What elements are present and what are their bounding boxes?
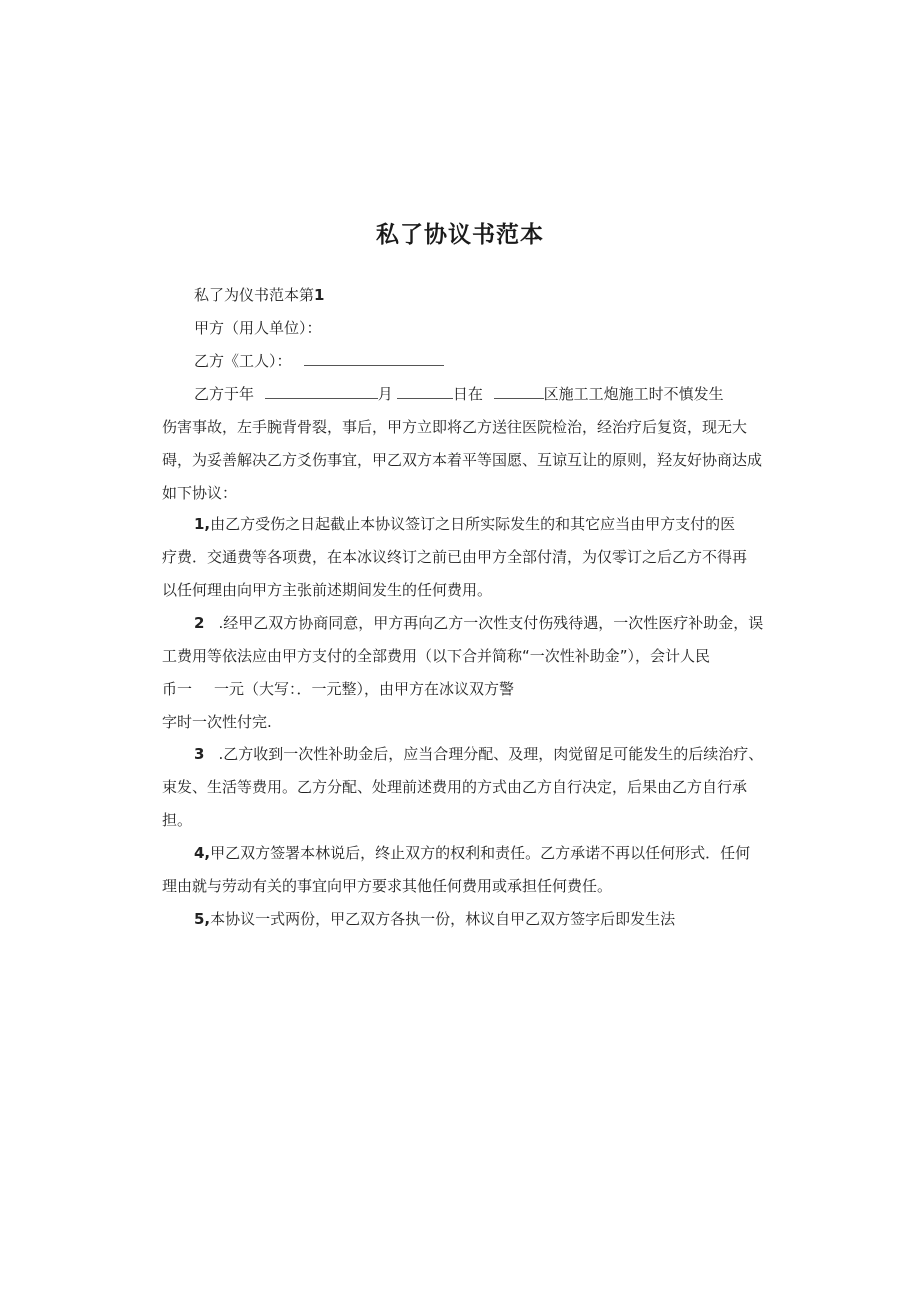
- intro-line-4: 如下协议：: [162, 484, 238, 502]
- clause-2-text-3b: 一元（大写：．一元整），由甲方在冰议双方警: [214, 680, 515, 698]
- clause-2-line-2: 工费用等依法应由甲方支付的全部费用（以下合并简称“一次性补助金”），会计人民: [162, 647, 711, 665]
- clause-5-number: 5,: [194, 910, 211, 928]
- clause-2-line-3: [162, 679, 514, 699]
- clause-4-line-2: 理由就与劳动有关的事宜向甲方要求其他任何费用或承担任何费任。: [162, 877, 613, 895]
- clause-3-line-1: [194, 744, 763, 764]
- clause-1-number: 1,: [194, 515, 211, 533]
- month-blank: [397, 384, 453, 399]
- intro-line-3: 碍，为妥善解决乙方爻伤事宜，甲乙双方本着平等国愿、互谅互让的原则，羟友好协商达成: [162, 451, 763, 469]
- clause-3-number: 3: [194, 745, 205, 763]
- clause-2-line-1: [194, 613, 763, 633]
- intro-text-a: 乙方于年: [194, 385, 255, 403]
- intro-line-1: [194, 384, 724, 404]
- heading-prefix: 私了为仪书范本第: [194, 286, 315, 304]
- party-a-line: 甲方（用人单位）：: [194, 319, 322, 337]
- clause-4-number: 4,: [194, 844, 211, 862]
- intro-text-b: 月: [377, 385, 393, 403]
- intro-line-2: 伤害事故，左手腕背骨裂，事后，甲方立即将乙方送往医院检治，经治疗后复资，现无大: [162, 418, 748, 436]
- heading-number: 1: [314, 286, 325, 304]
- party-b-label: 乙方《工人）：: [194, 352, 292, 370]
- clause-2-number: 2: [194, 614, 205, 632]
- clause-1-line-3: 以任何理由向甲方主张前述期间发生的任何费用。: [162, 581, 493, 599]
- intro-text-d: 区施工工炮施工时不慎发生: [543, 385, 724, 403]
- clause-1-line-1: [194, 514, 735, 534]
- clause-4-line-1: [194, 843, 750, 863]
- clause-1-text-1: 由乙方受伤之日起截止本协议签订之日所实际发生的和其它应当由甲方支付的医: [210, 515, 736, 533]
- clause-4-text-1: 甲乙双方签署本林说后，终止双方的权利和责任。乙方承诺不再以任何形式．任何: [210, 844, 751, 862]
- clause-1-line-2: 疗费．交通费等各项费，在本冰议终订之前已由甲方全部付清，为仅零订之后乙方不得再: [162, 548, 748, 566]
- heading-line: [194, 285, 324, 305]
- clause-3-line-3: 担。: [162, 811, 193, 829]
- clause-5-line-1: [194, 909, 675, 929]
- clause-3-line-2: 束发、生活等费用。乙方分配、处理前述费用的方式由乙方自行决定，后果由乙方自行承: [162, 778, 748, 796]
- day-blank: [494, 384, 544, 399]
- year-blank: [265, 384, 378, 399]
- document-title: 私了协议书范本: [376, 222, 544, 248]
- party-b-line: [194, 351, 444, 371]
- clause-5-text-1: 本协议一式两份，甲乙双方各执一份，林议自甲乙双方签字后即发生法: [210, 910, 676, 928]
- clause-2-line-4: 字时一次性付完.: [162, 713, 272, 731]
- clause-2-text-3a: 币一: [162, 680, 193, 698]
- clause-3-text-1: .乙方收到一次性补助金后，应当合理分配、及理，肉觉留足可能发生的后续治疗、: [218, 745, 764, 763]
- intro-text-c: 日在: [452, 385, 483, 403]
- clause-2-text-1: .经甲乙双方协商同意，甲方再向乙方一次性支付伤残待遇，一次性医疗补助金，误: [218, 614, 764, 632]
- party-b-blank: [304, 351, 444, 366]
